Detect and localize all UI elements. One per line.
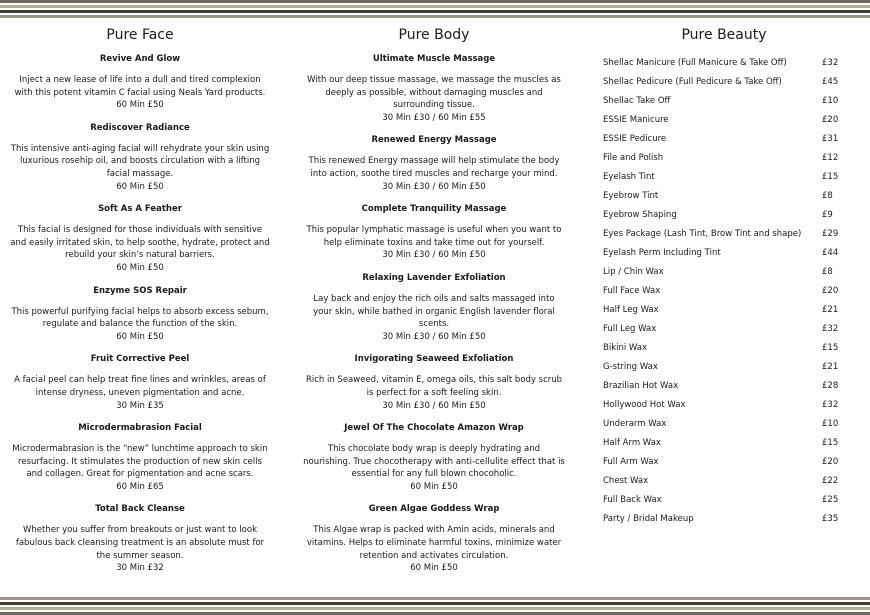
beauty-item-name: Full Face Wax <box>603 286 661 296</box>
treatment-description: This intensive anti-aging facial will rehydrate your skin using luxurious rosehip oil, and boosts circulation with a lifting facial massage. <box>10 143 270 179</box>
treatment-item <box>303 135 565 193</box>
beauty-list-item <box>598 472 850 491</box>
beauty-item-name: Full Back Wax <box>603 495 662 505</box>
beauty-item-name: Half Arm Wax <box>603 438 661 448</box>
pure-body-column <box>303 26 565 586</box>
beauty-item-price: £8 <box>822 191 833 201</box>
beauty-item-name: Bikini Wax <box>603 343 648 353</box>
treatment-item <box>303 423 565 493</box>
treatment-name: Renewed Energy Massage <box>371 135 497 146</box>
beauty-item-price: £20 <box>822 115 839 125</box>
beauty-item-name: Brazilian Hot Wax <box>603 381 679 391</box>
beauty-item-price: £20 <box>822 457 839 467</box>
beauty-list-item <box>598 54 850 73</box>
beauty-item-name: Shellac Take Off <box>603 96 671 106</box>
beauty-item-price: £12 <box>822 153 839 163</box>
treatment-item <box>10 123 270 193</box>
treatment-price: 60 Min £50 <box>410 563 458 574</box>
treatment-price: 30 Min £32 <box>116 563 164 574</box>
beauty-list-item <box>598 149 850 168</box>
beauty-item-price: £28 <box>822 381 839 391</box>
treatment-item <box>303 504 565 574</box>
beauty-item-price: £32 <box>822 400 839 410</box>
beauty-item-name: Full Leg Wax <box>603 324 657 334</box>
beauty-list-item <box>598 491 850 510</box>
treatment-description: This renewed Energy massage will help stimulate the body into action, soothe tired muscles and recharge your mind. <box>308 156 560 179</box>
pure-beauty-column <box>598 26 850 529</box>
beauty-item-name: Underarm Wax <box>603 419 667 429</box>
beauty-list-item <box>598 358 850 377</box>
treatment-name: Green Algae Goddess Wrap <box>368 504 500 515</box>
beauty-list-item <box>598 187 850 206</box>
treatment-name: Fruit Corrective Peel <box>90 354 190 365</box>
beauty-item-name: Eyebrow Tint <box>603 191 659 201</box>
beauty-item-name: Full Arm Wax <box>603 457 659 467</box>
treatment-description: This popular lymphatic massage is useful when you want to help eliminate toxins and take time out for yourself. <box>306 225 562 248</box>
beauty-list-item <box>598 206 850 225</box>
beauty-list-item <box>598 282 850 301</box>
treatment-description: This Algae wrap is packed with Amin acids, minerals and vitamins. Helps to eliminate harmful toxins, minimize water retention and activates circulation. <box>306 525 562 561</box>
treatment-price: 30 Min £30 / 60 Min £50 <box>382 400 486 411</box>
treatment-price: 60 Min £50 <box>116 100 164 111</box>
treatment-item <box>10 204 270 274</box>
beauty-item-price: £32 <box>822 324 839 334</box>
pure-body-title: Pure Body <box>398 27 470 43</box>
beauty-item-name: Eyebrow Shaping <box>603 210 677 220</box>
pure-face-title: Pure Face <box>106 27 174 43</box>
treatment-price: 60 Min £50 <box>116 331 164 342</box>
treatment-description: This facial is designed for those individuals with sensitive and easily irritated skin, to help soothe, hydrate, protect and rebuild your skin’s natural barriers. <box>10 225 270 261</box>
beauty-item-price: £35 <box>822 514 839 524</box>
treatment-price: 30 Min £30 / 60 Min £50 <box>382 331 486 342</box>
beauty-item-name: File and Polish <box>603 153 664 163</box>
treatment-price: 60 Min £65 <box>116 481 164 492</box>
treatment-name: Rediscover Radiance <box>90 122 190 133</box>
beauty-item-price: £15 <box>822 172 839 182</box>
beauty-list-item <box>598 320 850 339</box>
beauty-list-item <box>598 301 850 320</box>
beauty-item-price: £44 <box>822 248 839 258</box>
treatment-description: Lay back and enjoy the rich oils and salts massaged into your skin, while bathed in organic English lavender floral scents. <box>313 293 555 330</box>
treatment-price: 30 Min £30 / 60 Min £50 <box>382 250 486 261</box>
beauty-item-name: Eyelash Tint <box>603 172 655 182</box>
treatment-name: Invigorating Seaweed Exfoliation <box>354 354 514 365</box>
treatment-price: 60 Min £50 <box>116 262 164 273</box>
beauty-item-name: Eyes Package (Lash Tint, Brow Tint and shape) <box>603 229 802 239</box>
treatment-item <box>303 54 565 124</box>
beauty-list-item <box>598 225 850 244</box>
beauty-list-item <box>598 415 850 434</box>
treatment-item <box>10 354 270 412</box>
pure-face-column <box>10 26 270 586</box>
treatment-item <box>303 354 565 412</box>
beauty-item-name: Hollywood Hot Wax <box>603 400 686 410</box>
treatment-name: Total Back Cleanse <box>95 504 185 515</box>
treatment-name: Ultimate Muscle Massage <box>372 54 496 64</box>
treatment-description: Whether you suffer from breakouts or just want to look fabulous back cleansing treatment is an absolute must for the summer season. <box>15 525 265 561</box>
treatment-name: Complete Tranquility Massage <box>361 204 507 215</box>
beauty-item-name: Eyelash Perm Including Tint <box>603 248 721 258</box>
beauty-list-item <box>598 130 850 149</box>
beauty-item-price: £45 <box>822 77 839 87</box>
beauty-item-name: Lip / Chin Wax <box>603 267 664 277</box>
beauty-list-item <box>598 168 850 187</box>
beauty-price-list <box>598 54 850 529</box>
beauty-item-price: £8 <box>822 267 833 277</box>
beauty-item-price: £22 <box>822 476 839 486</box>
treatment-description: This chocolate body wrap is deeply hydrating and nourishing. True chocotherapy with anti-cellulite effect that is essential for any full blown chocoholic. <box>303 444 565 480</box>
treatment-name: Microdermabrasion Facial <box>78 423 202 434</box>
beauty-item-name: Party / Bridal Makeup <box>603 514 694 524</box>
pure-beauty-title: Pure Beauty <box>681 27 767 43</box>
beauty-item-price: £15 <box>822 438 839 448</box>
beauty-item-price: £15 <box>822 343 839 353</box>
treatment-price: 60 Min £50 <box>116 181 164 192</box>
beauty-item-name: Chest Wax <box>603 476 649 486</box>
treatment-name: Revive And Glow <box>99 54 181 64</box>
beauty-item-name: ESSIE Manicure <box>603 115 669 125</box>
treatment-item <box>303 204 565 262</box>
beauty-list-item <box>598 510 850 529</box>
beauty-list-item <box>598 396 850 415</box>
top-stripe-border <box>0 0 870 18</box>
treatment-description: This powerful purifying facial helps to absorb excess sebum, regulate and balance the function of the skin. <box>11 306 269 330</box>
beauty-item-price: £21 <box>822 305 839 315</box>
treatment-name: Enzyme SOS Repair <box>93 285 187 296</box>
treatment-price: 30 Min £35 <box>116 400 164 411</box>
treatment-name: Soft As A Feather <box>98 204 182 215</box>
beauty-item-name: Shellac Pedicure (Full Pedicure & Take Off) <box>603 77 782 87</box>
beauty-item-price: £21 <box>822 362 839 372</box>
treatment-description: With our deep tissue massage, we massage the muscles as deeply as possible, without damaging muscles and surrounding tissue. <box>307 75 561 111</box>
beauty-item-price: £9 <box>822 210 833 220</box>
treatment-item <box>10 286 270 344</box>
treatment-item <box>10 504 270 574</box>
beauty-item-price: £20 <box>822 286 839 296</box>
beauty-item-price: £25 <box>822 495 839 505</box>
beauty-list-item <box>598 377 850 396</box>
beauty-list-item <box>598 263 850 282</box>
beauty-item-name: Shellac Manicure (Full Manicure & Take Off) <box>603 58 787 68</box>
beauty-item-price: £10 <box>822 419 839 429</box>
treatment-price: 60 Min £50 <box>410 481 458 492</box>
beauty-item-name: G-string Wax <box>603 362 658 372</box>
beauty-item-price: £29 <box>822 229 839 239</box>
beauty-list-item <box>598 244 850 263</box>
beauty-item-price: £32 <box>822 58 839 68</box>
treatment-description: Rich in Seaweed, vitamin E, omega oils, this salt body scrub is perfect for a soft feeling skin. <box>305 375 563 398</box>
treatment-item <box>303 273 565 343</box>
treatment-description: A facial peel can help treat fine lines and wrinkles, areas of intense dryness, uneven pigmentation and acne. <box>14 375 266 398</box>
beauty-item-name: Half Leg Wax <box>603 305 659 315</box>
treatment-description: Microdermabrasion is the “new” lunchtime approach to skin resurfacing. It stimulates the production of new skin cells and collagen. Great for pigmentation and acne scars. <box>12 444 268 480</box>
treatment-price: 30 Min £30 / 60 Min £50 <box>382 181 486 192</box>
beauty-list-item <box>598 434 850 453</box>
treatment-item <box>10 54 270 112</box>
treatment-price: 30 Min £30 / 60 Min £55 <box>382 112 486 123</box>
beauty-list-item <box>598 92 850 111</box>
treatment-item <box>10 423 270 493</box>
bottom-stripe-border <box>0 597 870 615</box>
beauty-item-price: £10 <box>822 96 839 106</box>
beauty-item-price: £31 <box>822 134 839 144</box>
beauty-item-name: ESSIE Pedicure <box>603 134 667 144</box>
beauty-list-item <box>598 339 850 358</box>
beauty-list-item <box>598 111 850 130</box>
beauty-list-item <box>598 453 850 472</box>
treatment-name: Relaxing Lavender Exfoliation <box>362 272 506 283</box>
treatment-name: Jewel Of The Chocolate Amazon Wrap <box>344 423 524 434</box>
treatment-description: Inject a new lease of life into a dull and tired complexion with this potent vitamin C facial using Neals Yard products. <box>14 75 266 98</box>
beauty-list-item <box>598 73 850 92</box>
